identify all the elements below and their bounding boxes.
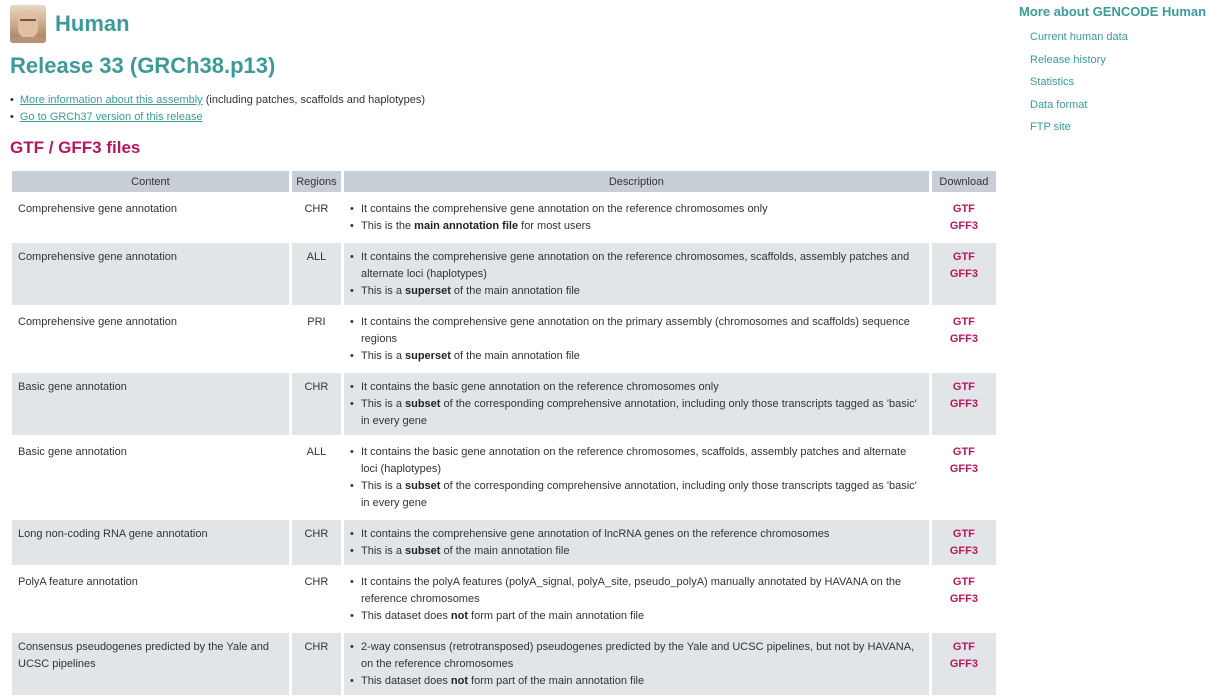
- cell-download: [932, 438, 996, 517]
- cell-description: [344, 243, 929, 305]
- description-item: [350, 283, 923, 300]
- cell-content: Basic gene annotation: [12, 373, 289, 435]
- description-item: [350, 543, 923, 560]
- description-item: [350, 574, 923, 608]
- table-row: [12, 195, 996, 240]
- description-text: of the corresponding comprehensive annotation, including only those transcripts tagged as 'basic' in every gene: [360, 398, 917, 427]
- grch37-link[interactable]: Go to GRCh37 version of this release: [19, 111, 203, 123]
- description-text: It contains the polyA features (polyA_signal, polyA_site, pseudo_polyA) manually annotated by HAVANA on the reference chromosomes: [360, 576, 902, 605]
- download-gtf-link[interactable]: GTF: [952, 203, 975, 215]
- download-gtf-link[interactable]: GTF: [952, 381, 975, 393]
- description-item: [350, 396, 923, 430]
- cell-regions: ALL: [306, 446, 327, 458]
- cell-download: [932, 568, 996, 630]
- cell-download: [932, 195, 996, 240]
- description-text: for most users: [518, 220, 591, 232]
- table-header-row: [12, 171, 996, 192]
- download-gff3-link[interactable]: GFF3: [949, 220, 978, 232]
- sidebar-link-data-format[interactable]: Data format: [1030, 98, 1088, 111]
- cell-download: [932, 633, 996, 695]
- description-item: [350, 639, 923, 673]
- emphasis-text: subset: [405, 545, 441, 557]
- cell-content: Comprehensive gene annotation: [18, 316, 178, 328]
- cell-content: Comprehensive gene annotation: [18, 203, 178, 215]
- cell-regions: CHR: [292, 633, 341, 695]
- emphasis-text: main annotation file: [414, 220, 519, 232]
- assembly-info-item: [10, 93, 1000, 107]
- cell-description: [344, 195, 929, 240]
- download-gtf-link[interactable]: GTF: [952, 528, 975, 540]
- sidebar-link-release-history[interactable]: Release history: [1030, 53, 1106, 66]
- section-title: GTF / GFF3 files: [10, 138, 141, 157]
- description-text: of the main annotation file: [440, 545, 570, 557]
- cell-content: PolyA feature annotation: [18, 576, 138, 588]
- assembly-links: [10, 93, 1000, 124]
- download-gtf-link[interactable]: GTF: [952, 316, 975, 328]
- cell-download: [932, 373, 996, 435]
- emphasis-text: not: [450, 675, 468, 687]
- emphasis-text: superset: [405, 350, 451, 362]
- description-item: [350, 673, 923, 690]
- human-avatar: [10, 5, 46, 43]
- download-gff3-link[interactable]: GFF3: [949, 593, 978, 605]
- description-text: form part of the main annotation file: [467, 675, 645, 687]
- cell-download: [932, 243, 996, 305]
- cell-description: [344, 520, 929, 565]
- grch37-item: [10, 110, 1000, 124]
- sidebar-link-current-human-data[interactable]: Current human data: [1030, 31, 1128, 43]
- description-text: It contains the comprehensive gene annotation on the primary assembly (chromosomes and scaffolds) sequence regions: [360, 316, 910, 345]
- description-text: of the main annotation file: [450, 285, 580, 297]
- assembly-info-note: (including patches, scaffolds and haplotypes): [202, 94, 426, 106]
- description-text: This is a: [360, 350, 405, 362]
- release-title: Release 33 (GRCh38.p13): [10, 53, 276, 78]
- description-text: It contains the basic gene annotation on the reference chromosomes, scaffolds, assembly patches and alternate loci (haplotypes): [360, 446, 907, 475]
- cell-regions: CHR: [304, 576, 329, 588]
- header-description: Description: [344, 171, 929, 192]
- cell-content: Comprehensive gene annotation: [12, 243, 289, 305]
- sidebar-link-ftp-site[interactable]: FTP site: [1030, 121, 1071, 133]
- table-row: [12, 373, 996, 435]
- sidebar-item: [1030, 76, 1217, 99]
- download-gff3-link[interactable]: GFF3: [949, 398, 978, 410]
- table-row: [12, 520, 996, 565]
- description-text: 2-way consensus (retrotransposed) pseudogenes predicted by the Yale and UCSC pipelines, but not by HAVANA, on the reference chromosomes: [360, 641, 915, 670]
- cell-download: [932, 520, 996, 565]
- description-text: of the main annotation file: [450, 350, 580, 362]
- table-row: [12, 308, 996, 370]
- description-item: [350, 444, 923, 478]
- sidebar-item: [1030, 54, 1217, 77]
- emphasis-text: not: [450, 610, 468, 622]
- description-text: This is the: [360, 220, 415, 232]
- cell-content: Long non-coding RNA gene annotation: [12, 520, 289, 565]
- cell-description: [344, 568, 929, 630]
- table-row: [12, 633, 996, 695]
- description-text: This is a: [360, 398, 405, 410]
- description-text: It contains the comprehensive gene annotation on the reference chromosomes, scaffolds, assembly patches and alternate loci (haplotypes): [360, 251, 910, 280]
- download-gtf-link[interactable]: GTF: [952, 251, 975, 263]
- download-gff3-link[interactable]: GFF3: [949, 545, 978, 557]
- description-item: [350, 608, 923, 625]
- emphasis-text: superset: [405, 285, 451, 297]
- cell-regions: CHR: [292, 520, 341, 565]
- description-text: This is a: [360, 545, 405, 557]
- download-gtf-link[interactable]: GTF: [952, 446, 975, 458]
- sidebar-item: [1030, 31, 1217, 54]
- description-text: It contains the basic gene annotation on the reference chromosomes only: [360, 381, 719, 393]
- description-item: [350, 314, 923, 348]
- description-text: This is a: [360, 285, 405, 297]
- cell-regions: CHR: [292, 373, 341, 435]
- header-regions: Regions: [292, 171, 341, 192]
- description-item: [350, 379, 923, 396]
- header-content: Content: [12, 171, 289, 192]
- sidebar-link-statistics[interactable]: Statistics: [1030, 76, 1075, 88]
- description-text: This dataset does: [360, 610, 451, 622]
- sidebar-title: More about GENCODE Human: [1019, 4, 1207, 19]
- cell-description: [344, 308, 929, 370]
- cell-regions: CHR: [304, 203, 329, 215]
- description-item: [350, 526, 923, 543]
- description-item: [350, 249, 923, 283]
- description-text: of the corresponding comprehensive annotation, including only those transcripts tagged as 'basic' in every gene: [360, 480, 917, 509]
- sidebar-item: [1030, 121, 1217, 144]
- table-row: [12, 243, 996, 305]
- emphasis-text: subset: [405, 480, 441, 492]
- sidebar-list: [1019, 31, 1217, 144]
- download-gtf-link[interactable]: GTF: [952, 576, 975, 588]
- cell-description: [344, 438, 929, 517]
- cell-regions: ALL: [292, 243, 341, 305]
- download-gff3-link[interactable]: GFF3: [949, 268, 978, 280]
- description-text: form part of the main annotation file: [467, 610, 645, 622]
- main-content: [10, 0, 1000, 698]
- description-item: [350, 218, 923, 235]
- cell-content: Basic gene annotation: [18, 446, 127, 458]
- species-header: [10, 4, 1000, 44]
- cell-description: [344, 633, 929, 695]
- table-row: [12, 438, 996, 517]
- download-gff3-link[interactable]: GFF3: [949, 658, 978, 670]
- description-item: [350, 348, 923, 365]
- description-text: This dataset does: [360, 675, 451, 687]
- cell-content: Consensus pseudogenes predicted by the Yale and UCSC pipelines: [12, 633, 289, 695]
- cell-description: [344, 373, 929, 435]
- description-text: It contains the comprehensive gene annotation of lncRNA genes on the reference chromosomes: [360, 528, 830, 540]
- assembly-info-link[interactable]: More information about this assembly: [19, 94, 203, 106]
- emphasis-text: subset: [405, 398, 441, 410]
- download-gff3-link[interactable]: GFF3: [949, 463, 978, 475]
- download-gtf-link[interactable]: GTF: [952, 641, 975, 653]
- cell-download: [932, 308, 996, 370]
- cell-regions: PRI: [307, 316, 326, 328]
- sidebar: [1019, 4, 1217, 144]
- description-item: [350, 478, 923, 512]
- files-table: [9, 168, 999, 698]
- species-title: Human: [55, 11, 130, 36]
- download-gff3-link[interactable]: GFF3: [949, 333, 978, 345]
- sidebar-item: [1030, 99, 1217, 122]
- description-text: It contains the comprehensive gene annotation on the reference chromosomes only: [360, 203, 768, 215]
- header-download: Download: [932, 171, 996, 192]
- description-item: [350, 201, 923, 218]
- table-row: [12, 568, 996, 630]
- description-text: This is a: [360, 480, 405, 492]
